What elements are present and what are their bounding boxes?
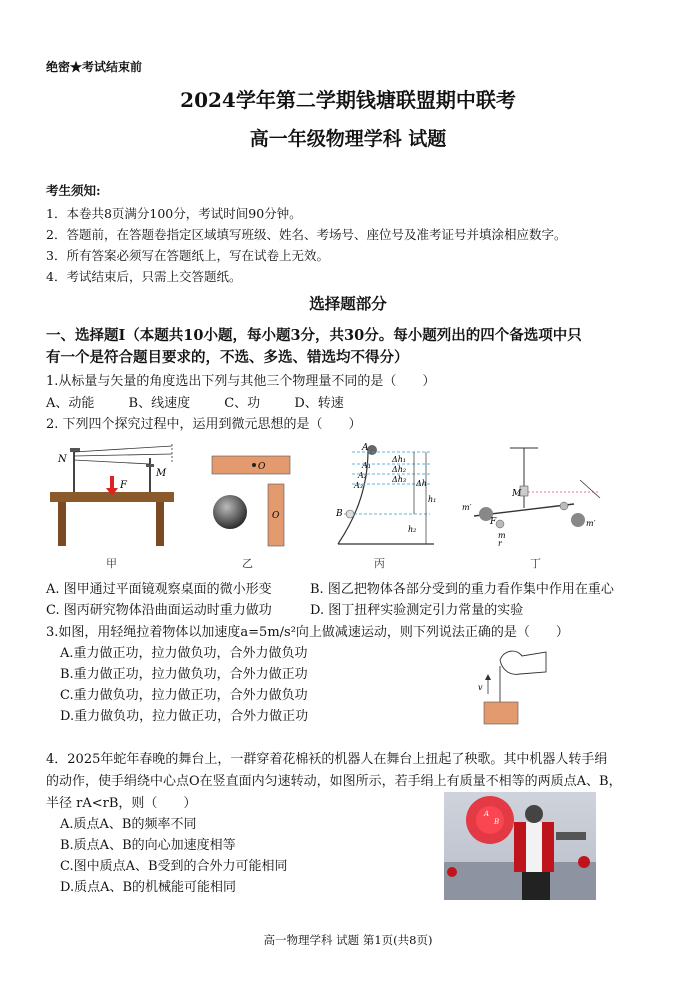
q1-options: [46, 392, 374, 411]
exam-subtitle: 高一年级物理学科 试题: [249, 128, 447, 150]
part1-line: 有一个是符合题目要求的，不选、多选、错选均不得分）: [46, 349, 409, 366]
q3-option: B.重力做正功，拉力做负功，合外力做正功: [60, 667, 308, 682]
figure-q3: [470, 642, 554, 728]
exam-title: 2024学年第二学期钱塘联盟期中联考: [180, 88, 516, 112]
q1-option: D、转速: [294, 396, 344, 411]
notice-heading: 考生须知:: [46, 183, 101, 198]
notice-item: 4．考试结束后，只需上交答题纸。: [46, 269, 242, 284]
figure-yi: [204, 452, 300, 552]
svg-text:Δh₂: Δh₂: [392, 465, 407, 474]
label-N: N: [58, 454, 67, 465]
svg-text:B: B: [494, 818, 500, 826]
svg-text:h₁: h₁: [428, 495, 437, 504]
notice-item: 3．所有答案必须写在答题纸上，写在试卷上无效。: [46, 248, 329, 263]
svg-text:v: v: [478, 683, 483, 692]
q4-stem: 4．2025年蛇年春晚的舞台上，一群穿着花棉袄的机器人在舞台上扭起了秧歌。其中机器人转手绢: [46, 752, 608, 767]
q4-option: A.质点A、B的频率不同: [60, 817, 197, 832]
ball: [213, 495, 247, 529]
q1-option: A、动能: [46, 396, 95, 411]
svg-text:B: B: [336, 509, 343, 519]
svg-text:m′: m′: [586, 519, 596, 528]
q3-option: A.重力做正功，拉力做负功，合外力做负功: [60, 646, 308, 661]
svg-text:h₂: h₂: [408, 525, 417, 534]
svg-text:A₃: A₃: [354, 481, 363, 490]
page-footer: 高一物理学科 试题 第1页(共8页): [263, 933, 433, 947]
q4-stem: 半径 rA<rB，则（ ）: [46, 796, 197, 811]
q3-stem: 3.如图，用轻绳拉着物体以加速度a=5m/s²向上做减速运动，则下列说法正确的是（ ）: [46, 625, 569, 640]
section-title: 选择题部分: [309, 294, 387, 313]
caption-ding: 丁: [530, 557, 541, 570]
q4-option: C.图中质点A、B受到的合外力可能相同: [60, 859, 288, 874]
svg-text:m′: m′: [462, 503, 472, 512]
notice-item: 1．本卷共8页满分100分，考试时间90分钟。: [46, 206, 302, 221]
q2-stem: 2. 下列四个探究过程中，运用到微元思想的是（ ）: [46, 417, 362, 432]
caption-yi: 乙: [242, 557, 253, 570]
svg-text:O: O: [258, 462, 266, 472]
svg-text:A: A: [362, 443, 369, 453]
caption-jia: 甲: [106, 557, 117, 570]
figure-bing: [334, 440, 444, 552]
svg-text:A₁: A₁: [362, 461, 371, 470]
q4-option: B.质点A、B的向心加速度相等: [60, 838, 236, 853]
q4-option: D.质点A、B的机械能可能相同: [60, 880, 237, 895]
svg-text:F: F: [490, 517, 497, 527]
q1-option: C、功: [224, 396, 261, 411]
svg-text:m: m: [498, 531, 506, 540]
secret-mark: 绝密★考试结束前: [46, 60, 143, 74]
svg-text:r: r: [498, 539, 502, 548]
svg-text:A₂: A₂: [358, 471, 367, 480]
figure-jia: [44, 440, 180, 552]
q3-option: D.重力做负功，拉力做正功，合外力做正功: [60, 709, 309, 724]
caption-bing: 丙: [374, 557, 385, 570]
svg-text:Δh₃: Δh₃: [392, 475, 407, 484]
q4-stem: 的动作，使手绢绕中心点O在竖直面内匀速转动，如图所示，若手绢上有质量不相等的两质点A、B，: [46, 774, 622, 789]
q2-option: A. 图甲通过平面镜观察桌面的微小形变: [46, 582, 272, 597]
q2-option: B. 图乙把物体各部分受到的重力看作集中作用在重心: [310, 582, 614, 597]
q1-stem: 1.从标量与矢量的角度选出下列与其他三个物理量不同的是（ ）: [46, 374, 436, 389]
svg-text:M: M: [512, 489, 522, 499]
label-M: M: [156, 468, 167, 479]
svg-text:A: A: [484, 810, 490, 818]
label-F: F: [120, 480, 127, 491]
q2-option: C. 图丙研究物体沿曲面运动时重力做功: [46, 603, 272, 618]
figure-ding: [460, 446, 610, 552]
part1-line: 一、选择题Ⅰ（本题共10小题，每小题3分，共30分。每小题列出的四个备选项中只: [46, 327, 582, 344]
q3-option: C.重力做负功，拉力做正功，合外力做负功: [60, 688, 308, 703]
block: [484, 702, 518, 724]
svg-text:O: O: [272, 511, 280, 521]
robot-photo: [444, 792, 596, 900]
q1-option: B、线速度: [128, 396, 191, 411]
svg-text:Δh₁: Δh₁: [392, 455, 407, 464]
svg-text:Δh: Δh: [416, 479, 427, 488]
part1-instructions: [46, 325, 656, 369]
q2-option: D. 图丁扭秤实验测定引力常量的实验: [310, 603, 524, 618]
notice-item: 2．答题前，在答题卷指定区域填写班级、姓名、考场号、座位号及准考证号并填涂相应数字。: [46, 227, 567, 242]
